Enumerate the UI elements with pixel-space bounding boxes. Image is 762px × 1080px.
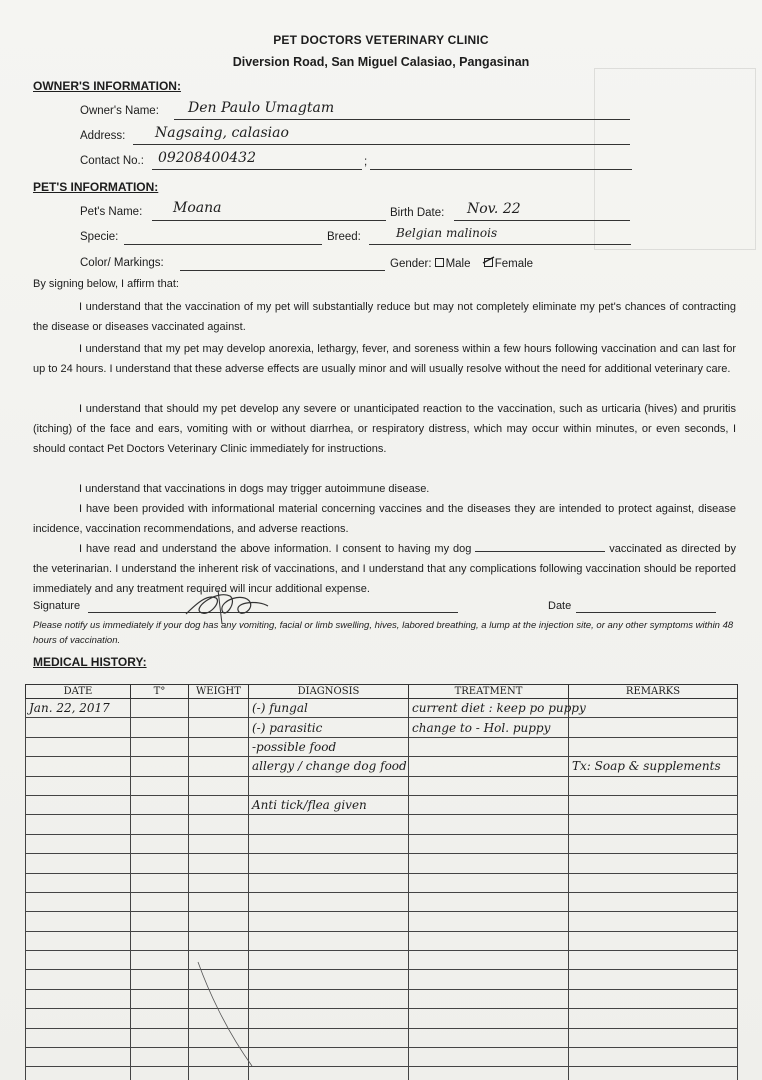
table-cell[interactable] [409,931,569,950]
date-label: Date [548,600,572,612]
table-cell[interactable] [249,873,409,892]
birth-date-label: Birth Date: [390,207,445,219]
table-cell[interactable]: change to - Hol. puppy [409,718,569,737]
table-cell[interactable] [189,795,249,814]
table-cell[interactable]: Anti tick/flea given [249,795,409,814]
table-cell[interactable] [131,912,189,931]
post-vaccination-note: Please notify us immediately if your dog has any vomiting, facial or limb swelling, hives, labored breathing, a lump at the injection site, or any other symptoms within 48 hours of vaccination. [33,620,734,646]
table-cell[interactable] [26,854,131,873]
table-cell[interactable] [189,699,249,718]
table-cell[interactable]: current diet : keep po puppy [409,699,569,718]
table-cell[interactable] [26,892,131,911]
specie-label: Specie: [80,231,119,243]
table-cell[interactable] [26,834,131,853]
table-cell[interactable] [409,1067,569,1080]
table-cell[interactable] [409,795,569,814]
gender-female-checkbox[interactable] [484,258,493,267]
consent-paragraph-1: I understand that the vaccination of my pet will substantially reduce but may not completely eliminate my pet's chances of contracting the disease or diseases vaccinated against. [33,301,736,333]
table-row [26,795,738,814]
table-cell[interactable] [409,854,569,873]
table-cell[interactable] [569,970,738,989]
table-cell[interactable] [189,892,249,911]
pet-name-label: Pet's Name: [80,206,143,218]
table-cell[interactable] [569,1067,738,1080]
breed-label: Breed: [327,231,361,243]
table-cell[interactable] [131,699,189,718]
table-cell[interactable] [569,1009,738,1028]
table-cell[interactable] [131,1028,189,1047]
header-weight: WEIGHT [189,685,249,699]
table-cell[interactable] [249,970,409,989]
table-cell[interactable]: Tx: Soap & supplements [569,757,738,776]
date-line[interactable] [576,612,716,613]
table-cell[interactable] [249,892,409,911]
table-row [26,892,738,911]
table-cell[interactable]: -possible food [249,737,409,756]
table-row [26,1067,738,1080]
table-cell[interactable] [189,931,249,950]
header-diagnosis: DIAGNOSIS [249,685,409,699]
table-cell[interactable] [409,815,569,834]
owner-name-value[interactable]: Den Paulo Umagtam [188,100,335,116]
table-row [26,699,738,718]
table-cell[interactable] [26,1048,131,1067]
header-temperature: T° [131,685,189,699]
table-cell[interactable] [409,776,569,795]
table-cell[interactable] [249,912,409,931]
table-cell[interactable] [569,951,738,970]
table-cell[interactable] [26,737,131,756]
table-cell[interactable] [409,1028,569,1047]
clinic-address: Diversion Road, San Miguel Calasiao, Pangasinan [232,55,530,69]
table-cell[interactable] [26,1009,131,1028]
table-cell[interactable] [131,951,189,970]
table-cell[interactable] [26,776,131,795]
clinic-name: PET DOCTORS VETERINARY CLINIC [273,33,489,47]
table-cell[interactable] [409,1009,569,1028]
table-cell[interactable] [131,737,189,756]
consent-paragraph-2: I understand that my pet may develop anorexia, lethargy, fever, and soreness within a few hours following vaccination and can last for up to 24 hours. I understand that these adverse effects are usually minor and will usually resolve without the need for additional veterinary care. [33,343,736,375]
table-cell[interactable] [131,834,189,853]
consent-paragraph-3: I understand that should my pet develop any severe or unanticipated reaction to the vaccination, such as urticaria (hives) and pruritis (itching) of the face and ears, vomiting with or without diarrhea, or respiratory distress, which may occur within minutes, or even seconds, I should contact Pet Doctors Veterinary Clinic immediately for instructions. [33,403,736,455]
stray-pen-stroke [196,960,256,1070]
table-cell[interactable] [131,757,189,776]
table-cell[interactable] [409,737,569,756]
color-markings-line [180,270,385,271]
table-cell[interactable] [131,718,189,737]
consent-paragraph-6: I have read and understand the above information. I consent to having my dog vaccinated as directed by the veterinarian. I understand the inherent risk of vaccinations, and I understand that any complications following vaccination should be reported immediately and any treatment required will incur additional expense. [33,543,736,595]
table-cell[interactable] [26,970,131,989]
table-cell[interactable] [131,776,189,795]
table-row [26,873,738,892]
table-cell[interactable] [131,873,189,892]
bleed-through-shadow [594,68,756,250]
table-cell[interactable] [26,795,131,814]
table-row [26,1009,738,1028]
header-treatment: TREATMENT [409,685,569,699]
owner-section-title: OWNER'S INFORMATION: [33,79,181,93]
table-cell[interactable] [249,1009,409,1028]
table-cell[interactable] [131,970,189,989]
table-cell[interactable] [131,931,189,950]
table-cell[interactable] [26,912,131,931]
table-cell[interactable] [409,873,569,892]
dog-name-blank[interactable] [475,542,605,552]
table-cell[interactable] [189,873,249,892]
contact-value[interactable]: 09208400432 [158,150,256,166]
table-row [26,970,738,989]
table-cell[interactable] [26,718,131,737]
pet-name-line [152,220,386,221]
table-cell[interactable] [569,699,738,718]
table-cell[interactable] [189,834,249,853]
table-cell[interactable] [249,815,409,834]
check-mark-icon [482,255,496,267]
table-cell[interactable] [131,1048,189,1067]
table-cell[interactable] [569,931,738,950]
gender-male-checkbox[interactable] [435,258,444,267]
table-cell[interactable]: (-) fungal [249,699,409,718]
table-cell[interactable] [249,1028,409,1047]
table-cell[interactable] [131,1067,189,1080]
table-cell[interactable] [189,815,249,834]
medical-history-table [25,684,738,1080]
gender-male-label: Male [445,258,471,270]
table-row [26,1028,738,1047]
table-cell[interactable] [26,989,131,1008]
table-cell[interactable] [569,989,738,1008]
address-value[interactable]: Nagsaing, calasiao [155,125,289,141]
table-cell[interactable] [189,912,249,931]
table-row [26,912,738,931]
table-cell[interactable] [26,757,131,776]
table-row [26,854,738,873]
table-row [26,815,738,834]
table-cell[interactable] [569,718,738,737]
address-label: Address: [80,130,126,142]
table-cell[interactable]: allergy / change dog food [249,757,409,776]
table-cell[interactable] [131,854,189,873]
table-row [26,951,738,970]
table-cell[interactable] [26,931,131,950]
table-cell[interactable] [409,834,569,853]
table-cell[interactable] [26,951,131,970]
table-cell[interactable] [249,1067,409,1080]
pet-section-title: PET'S INFORMATION: [33,180,159,194]
table-cell[interactable] [131,1009,189,1028]
table-cell[interactable] [569,834,738,853]
contact-line-2 [370,169,632,170]
table-row [26,737,738,756]
table-cell[interactable] [189,718,249,737]
table-cell[interactable] [409,989,569,1008]
table-cell[interactable] [569,892,738,911]
table-cell[interactable] [249,776,409,795]
table-cell[interactable] [26,1067,131,1080]
table-row [26,834,738,853]
table-cell[interactable] [569,1048,738,1067]
table-cell[interactable] [249,931,409,950]
table-cell[interactable] [26,815,131,834]
table-cell[interactable]: (-) parasitic [249,718,409,737]
table-cell[interactable] [569,776,738,795]
medical-history-title: MEDICAL HISTORY: [33,655,147,669]
breed-value[interactable]: Belgian malinois [396,226,498,240]
table-row [26,931,738,950]
table-row [26,1048,738,1067]
table-cell[interactable] [131,892,189,911]
owner-name-label: Owner's Name: [80,105,159,117]
table-cell[interactable] [569,815,738,834]
table-cell[interactable] [249,834,409,853]
breed-line [369,244,631,245]
contact-separator: ; [364,156,368,168]
consent-paragraph-5: I have been provided with informational material concerning vaccines and the diseases they are intended to protect against, disease incidence, vaccination recommendations, and adverse reactions. [33,503,736,535]
contact-label: Contact No.: [80,155,144,167]
gender-field [390,258,533,270]
birth-date-line [454,220,630,221]
table-cell[interactable] [26,873,131,892]
table-cell[interactable] [409,1048,569,1067]
table-cell[interactable] [569,854,738,873]
table-cell[interactable] [409,970,569,989]
owner-name-line [174,119,630,120]
table-cell[interactable] [249,951,409,970]
table-cell[interactable] [569,1028,738,1047]
header-date: DATE [26,685,131,699]
table-cell[interactable] [189,757,249,776]
table-cell[interactable] [409,757,569,776]
table-cell[interactable] [131,989,189,1008]
table-cell[interactable] [189,737,249,756]
specie-line [124,244,322,245]
table-cell[interactable] [131,815,189,834]
table-cell[interactable] [249,1048,409,1067]
gender-label: Gender: [390,258,432,270]
signature-label: Signature [33,600,81,612]
color-markings-label: Color/ Markings: [80,257,164,269]
table-row [26,757,738,776]
table-cell[interactable] [569,737,738,756]
table-cell[interactable] [189,854,249,873]
consent-paragraph-4: I understand that vaccinations in dogs may trigger autoimmune disease. [79,483,430,495]
table-cell[interactable] [569,912,738,931]
table-row [26,776,738,795]
table-cell[interactable] [569,873,738,892]
address-line [133,144,630,145]
table-row [26,718,738,737]
table-row [26,989,738,1008]
table-cell[interactable] [249,989,409,1008]
table-header-row [26,685,738,699]
table-cell[interactable] [409,912,569,931]
header-remarks: REMARKS [569,685,738,699]
gender-female-label: Female [494,258,534,270]
contact-line-1 [152,169,362,170]
medical-history-body [26,699,738,1080]
table-cell[interactable] [189,776,249,795]
birth-date-value[interactable]: Nov. 22 [467,201,521,217]
table-cell[interactable]: Jan. 22, 2017 [26,699,131,718]
table-cell[interactable] [26,1028,131,1047]
table-cell[interactable] [131,795,189,814]
table-cell[interactable] [409,951,569,970]
signature-line[interactable] [88,612,458,613]
pet-name-value[interactable]: Moana [173,200,222,216]
table-cell[interactable] [569,795,738,814]
table-cell[interactable] [409,892,569,911]
consent-intro: By signing below, I affirm that: [33,278,179,290]
table-cell[interactable] [249,854,409,873]
